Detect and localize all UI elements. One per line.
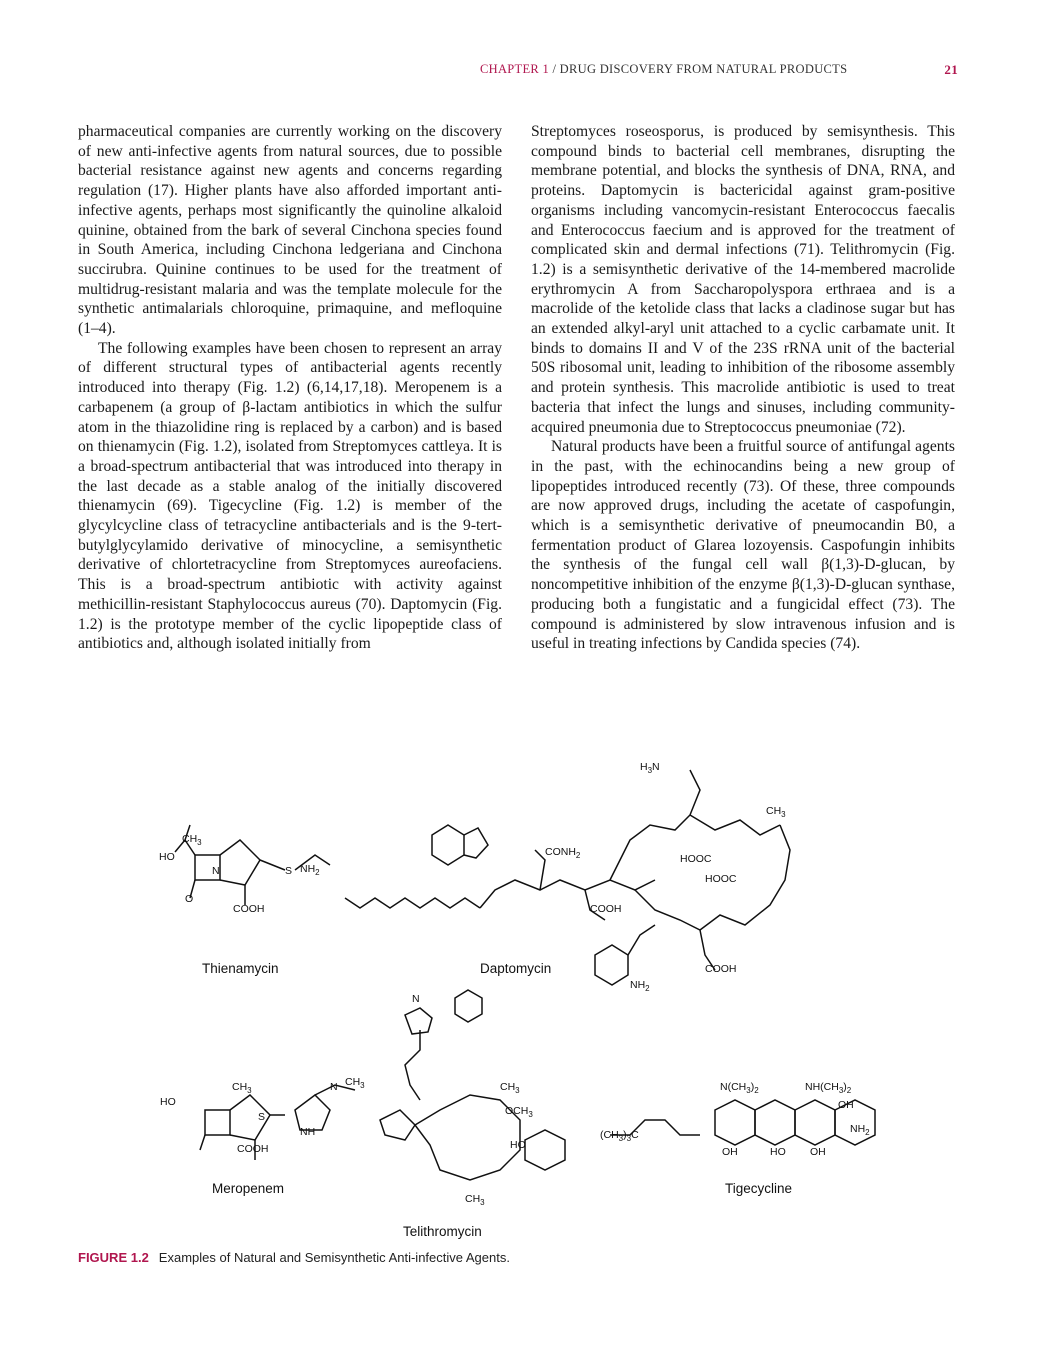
running-head — [480, 62, 958, 82]
label-meropenem: Meropenem — [212, 1181, 285, 1196]
svg-text:OH: OH — [810, 1146, 826, 1158]
right-paragraph-2: Natural products have been a fruitful source of antifungal agents in the past, with the echinocandins being a new group of lipopeptides introduced recently (73). Of these, three compounds are now approved drugs, including the acetate of caspofungin, which is a semisynthetic derivative of pneumocandin B0, a fermentation product of Glarea lozoyensis. Caspofungin inhibits the synthesis of the fungal cell wall β(1,3)-D-glucan, by noncompetitive inhibition of the enzyme β(1,3)-D-glucan synthase, producing both a fungistatic and a fungicidal effect (73). The compound is administered by slow intravenous infusion and is useful in treating infections by Candida species (74). — [531, 438, 955, 653]
svg-text:HO: HO — [159, 851, 175, 863]
svg-text:S: S — [285, 865, 293, 877]
svg-text:N: N — [330, 1081, 338, 1093]
svg-text:N: N — [212, 865, 220, 877]
svg-text:COOH: COOH — [705, 963, 737, 975]
svg-text:N: N — [412, 993, 420, 1005]
svg-text:CH3: $CH_3$ — [232, 1081, 252, 1095]
label-telithromycin: Telithromycin — [403, 1224, 482, 1239]
svg-text:COOH: COOH — [237, 1143, 269, 1155]
svg-text:CH3: $CH_3$ — [500, 1081, 520, 1095]
label-tigecycline: Tigecycline — [725, 1181, 793, 1196]
svg-text:S: S — [258, 1111, 266, 1123]
svg-text:NH2: $NH_2$ — [630, 979, 650, 993]
figure-number: FIGURE 1.2 — [78, 1250, 149, 1265]
telithromycin-structure — [380, 990, 565, 1180]
svg-text:CH3: $CH_3$ — [345, 1076, 365, 1090]
svg-text:HO: HO — [770, 1146, 786, 1158]
svg-text:NH2: $NH_2$ — [300, 863, 320, 877]
svg-text:NH(CH3)2: $NH(CH_3)_2$ — [805, 1081, 852, 1095]
svg-text:OH: OH — [722, 1146, 738, 1158]
svg-text:O: O — [185, 893, 194, 905]
structure-atom-labels — [159, 761, 870, 1207]
header-separator: / — [549, 62, 560, 76]
chapter-label: CHAPTER 1 — [480, 62, 550, 76]
chapter-title: DRUG DISCOVERY FROM NATURAL PRODUCTS — [559, 62, 848, 76]
svg-text:NH: NH — [300, 1126, 316, 1138]
meropenem-structure — [200, 1085, 355, 1160]
svg-text:HO: HO — [510, 1139, 526, 1151]
svg-text:COOH: COOH — [590, 903, 622, 915]
svg-text:HOOC: HOOC — [705, 873, 737, 885]
left-paragraph-1: pharmaceutical companies are currently working on the discovery of new anti-infective agents from natural sources, due to possible bacterial resistance against new agents and concerns regarding regulation (17). Higher plants have also afforded important anti-infective agents, perhaps most significantly the quinoline alkaloid quinine, obtained from the bark of several Cinchona species found in South America, including Cinchona ledgeriana and Cinchona succirubra. Quinine continues to be used for the treatment of multidrug-resistant malaria and was the template molecule for the synthetic antimalarials chloroquine, primaquine, and mefloquine (1–4). — [78, 123, 502, 338]
figure-caption — [78, 1250, 510, 1265]
svg-text:HO: HO — [160, 1096, 176, 1108]
svg-text:CH3: $CH_3$ — [465, 1193, 485, 1207]
right-paragraph-1: Streptomyces roseosporus, is produced by semisynthesis. This compound binds to bacterial cell membranes, disrupting the membrane potential, and blocks the synthesis of DNA, RNA, and proteins. Daptomycin is bactericidal against gram-positive organisms including vancomycin-resistant Enterococcus faecalis and Enterococcus faecium and is approved for the treatment of complicated skin and dermal infections (71). Telithromycin (Fig. 1.2) is a semisynthetic derivative of the 14-membered macrolide erythromycin A from Saccharopolyspora erthraea and is a macrolide of the ketolide class that lacks a cladinose sugar but has an extended alkyl-aryl unit attached to a cyclic carbamate unit. It binds to domains II and V of the 23S rRNA unit of the bacterial 50S ribosomal unit, leading to inhibition of the ribosome assembly and protein synthesis. This macrolide antibiotic is used to treat bacteria that infect the lungs and sinuses, including community-acquired pneumonia due to Streptococcus pneumoniae (72). — [531, 123, 955, 436]
svg-text:COOH: COOH — [233, 903, 265, 915]
svg-text:OCH3: $OCH_3$ — [505, 1105, 533, 1119]
left-paragraph-2: The following examples have been chosen to represent an array of different structural types of antibacterial agents recently introduced into therapy (Fig. 1.2) (6,14,17,18). Meropenem is a carbapenem (a group of β-lactam antibiotics in which the sulfur atom in the thiazolidine ring is replaced by a carbon) and is based on thienamycin (Fig. 1.2), isolated from Streptomyces cattleya. It is a broad-spectrum antibacterial that was introduced into therapy in the last decade as a stable analog of the initially discovered thienamycin (69). Tigecycline (Fig. 1.2) is member of the glycylcycline class of tetracycline antibacterials and is the 9-tert-butylglycylamido derivative of minocycline, a semisynthetic derivative of chlortetracycline from Streptomyces aureofaciens. This is a broad-spectrum antibiotic with activity against methicillin-resistant Staphylococcus aureus (70). Daptomycin (Fig. 1.2) is the prototype member of the cyclic lipopeptide class of antibiotics and, although isolated initially from — [78, 339, 502, 653]
tigecycline-structure — [610, 1100, 875, 1145]
page-number: 21 — [944, 62, 958, 77]
svg-text:CH3: $CH_3$ — [766, 805, 786, 819]
figure-structures — [0, 740, 1037, 1260]
svg-text:CH3: $CH_3$ — [182, 833, 202, 847]
svg-text:HOOC: HOOC — [680, 853, 712, 865]
figure-caption-text: Examples of Natural and Semisynthetic Anti-infective Agents. — [158, 1250, 510, 1265]
svg-text:CONH2: $CONH_2$ — [545, 846, 581, 860]
left-column — [78, 122, 502, 654]
svg-text:OH: OH — [838, 1099, 854, 1111]
svg-text:H3N: $H_3N$ — [640, 761, 660, 775]
right-column — [531, 122, 955, 654]
svg-text:NH2: $NH_2$ — [850, 1123, 870, 1137]
label-daptomycin: Daptomycin — [480, 961, 552, 976]
label-thienamycin: Thienamycin — [202, 961, 279, 976]
chemical-structures-drawing — [0, 740, 1037, 1250]
svg-text:N(CH3)2: $N(CH_3)_2$ — [720, 1081, 759, 1095]
svg-text:(CH3)3C: $(CH_3)_3C$ — [600, 1129, 639, 1143]
